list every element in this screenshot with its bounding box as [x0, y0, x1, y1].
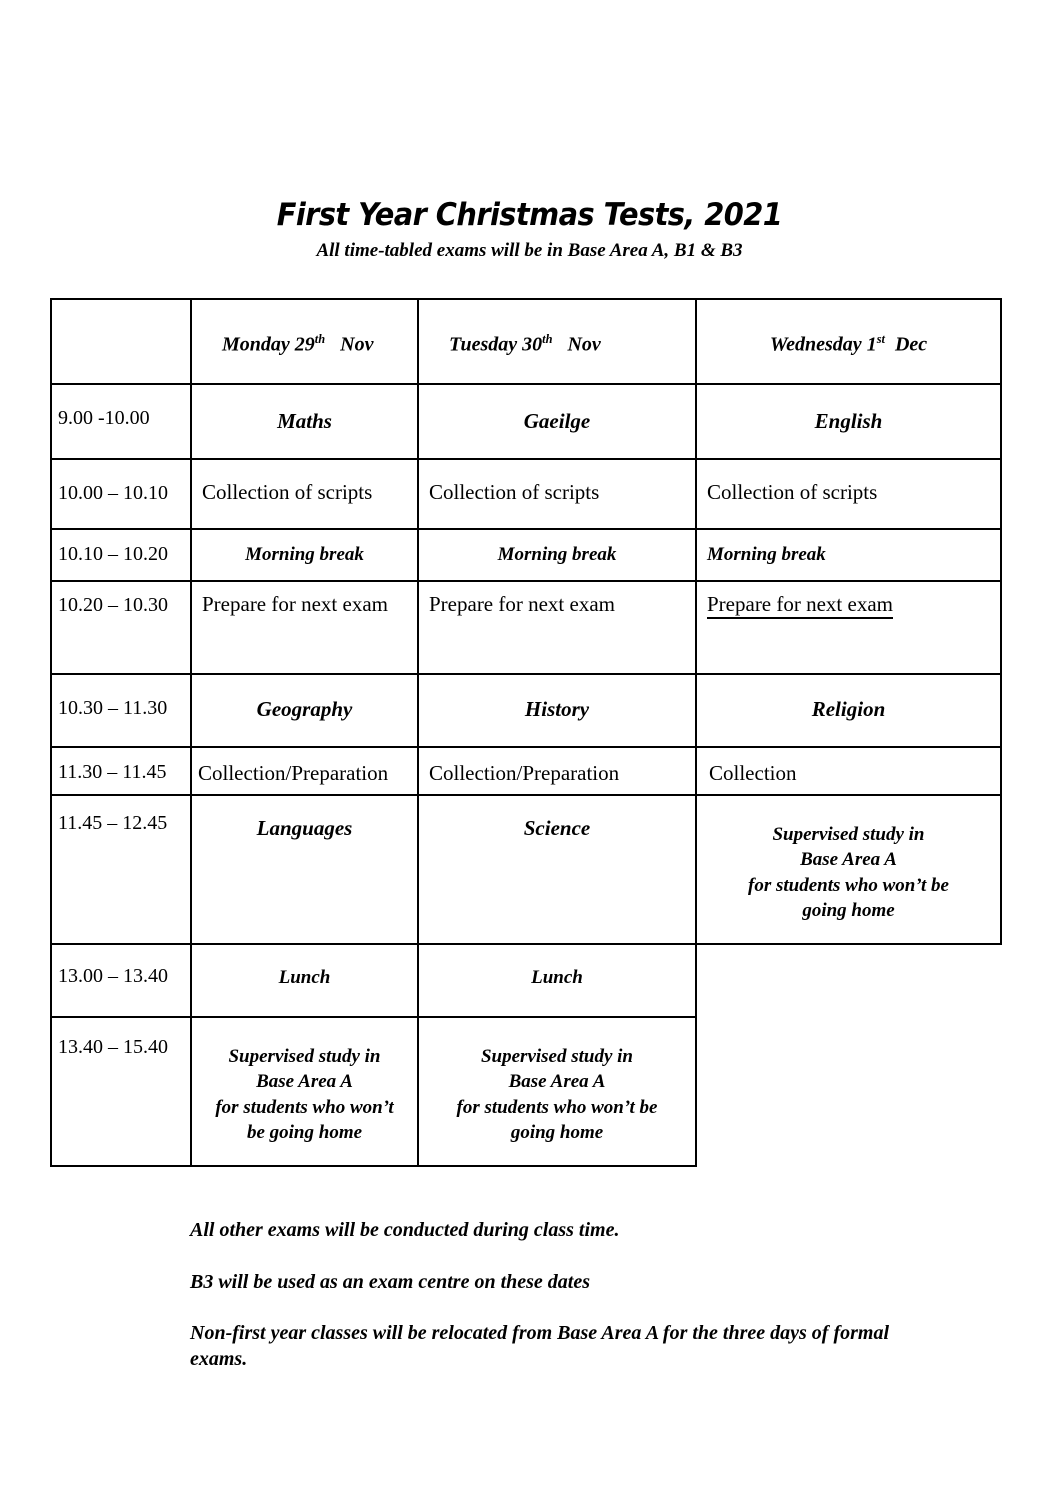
day-number-tuesday: 30 [522, 333, 543, 356]
table-row [51, 674, 1001, 747]
page-subtitle: All time-tabled exams will be in Base Area A, B1 & B3 [316, 240, 743, 262]
slot-text: Collection of scripts [202, 479, 373, 504]
study-line: going home [802, 899, 895, 921]
slot-text: Religion [811, 696, 886, 721]
table-row [51, 384, 1001, 459]
time-cell [51, 747, 191, 795]
slot-text: Morning break [245, 543, 364, 565]
slot-text: Morning break [497, 543, 617, 565]
day-name-monday: Monday [222, 333, 290, 356]
slot-text: Collection [709, 761, 797, 786]
time-label: 13.40 – 15.40 [58, 1036, 168, 1059]
time-cell [51, 795, 191, 944]
study-line: Base Area A [508, 1071, 606, 1093]
slot-text: Collection of scripts [429, 479, 600, 504]
slot-cell-monday [191, 529, 418, 581]
time-label: 10.00 – 10.10 [58, 481, 168, 504]
time-label: 11.45 – 12.45 [58, 812, 168, 835]
table-row [51, 459, 1001, 529]
slot-text: Lunch [278, 967, 331, 989]
day-name-tuesday: Tuesday [449, 333, 518, 356]
slot-cell-wednesday [696, 459, 1001, 529]
day-header-monday [192, 300, 417, 383]
footer-notes [190, 1218, 950, 1372]
slot-text-underlined: Prepare for next exam [707, 591, 893, 616]
slot-cell-tuesday [418, 674, 696, 747]
study-line: Supervised study in [228, 1046, 381, 1068]
slot-text: Collection of scripts [707, 479, 878, 504]
study-line: be going home [246, 1121, 363, 1143]
timetable-table [50, 298, 1002, 1167]
slot-cell-wednesday [696, 529, 1001, 581]
slot-cell-monday [191, 795, 418, 944]
table-row [51, 581, 1001, 674]
slot-text: Science [523, 816, 591, 841]
day-header-tuesday [419, 300, 695, 383]
document-header [0, 198, 1059, 262]
slot-cell-wednesday [696, 581, 1001, 674]
table-header-row [51, 299, 1001, 384]
time-label: 13.00 – 13.40 [58, 965, 168, 988]
slot-cell-monday [191, 674, 418, 747]
header-cell-wednesday [696, 299, 1001, 384]
slot-text: Collection/Preparation [429, 761, 620, 786]
time-cell [51, 1017, 191, 1166]
page-title: First Year Christmas Tests, 2021 [276, 197, 783, 233]
slot-cell-wednesday [696, 795, 1001, 944]
slot-text: Geography [256, 696, 353, 721]
day-month-wednesday: Dec [894, 333, 928, 356]
time-cell [51, 529, 191, 581]
slot-cell-tuesday [418, 1017, 696, 1166]
day-number-wednesday: 1 [866, 333, 877, 356]
corner-label [52, 300, 190, 358]
study-line: Base Area A [256, 1071, 353, 1093]
time-cell [51, 384, 191, 459]
table-row [51, 747, 1001, 795]
day-ordinal-wednesday: st [876, 332, 885, 346]
day-ordinal-tuesday: th [542, 332, 553, 346]
slot-cell-tuesday [418, 384, 696, 459]
slot-text: Gaeilge [523, 408, 591, 433]
time-label: 11.30 – 11.45 [58, 761, 167, 784]
table-row [51, 529, 1001, 581]
time-cell [51, 944, 191, 1017]
time-label: 10.20 – 10.30 [58, 593, 168, 616]
time-label: 10.10 – 10.20 [58, 542, 168, 565]
slot-cell-monday [191, 384, 418, 459]
table-row [51, 795, 1001, 944]
header-corner-cell [51, 299, 191, 384]
slot-text: Prepare for next exam [202, 591, 388, 616]
time-label: 9.00 -10.00 [58, 406, 150, 429]
slot-cell-tuesday [418, 795, 696, 944]
slot-text: Collection/Preparation [198, 761, 389, 786]
slot-cell-wednesday [696, 384, 1001, 459]
slot-cell-monday [191, 944, 418, 1017]
day-number-monday: 29 [294, 333, 315, 356]
header-cell-tuesday [418, 299, 696, 384]
slot-cell-wednesday [696, 674, 1001, 747]
slot-text: Maths [277, 408, 332, 433]
exam-timetable [50, 298, 1000, 1167]
slot-cell-monday [191, 1017, 418, 1166]
supervised-study-note [419, 1018, 695, 1165]
slot-cell-monday [191, 747, 418, 795]
time-label: 10.30 – 11.30 [58, 696, 168, 719]
study-line: Supervised study in [480, 1046, 634, 1068]
note-line: B3 will be used as an exam centre on these dates [190, 1270, 590, 1293]
day-month-tuesday: Nov [567, 333, 601, 356]
slot-cell-tuesday [418, 459, 696, 529]
slot-text: Morning break [707, 543, 826, 565]
time-cell [51, 581, 191, 674]
day-month-monday: Nov [340, 333, 374, 356]
supervised-study-note [192, 1018, 417, 1165]
slot-cell-tuesday [418, 529, 696, 581]
supervised-study-note [697, 796, 1000, 943]
slot-text: History [524, 696, 590, 721]
slot-text: Lunch [531, 967, 583, 989]
empty-cell-wednesday [696, 1017, 1001, 1166]
day-ordinal-monday: th [314, 332, 326, 346]
slot-text: Languages [256, 816, 353, 841]
note-line: All other exams will be conducted during class time. [190, 1219, 620, 1241]
slot-cell-wednesday [696, 747, 1001, 795]
slot-cell-monday [191, 581, 418, 674]
slot-cell-tuesday [418, 581, 696, 674]
study-line: for students who won’t be [456, 1096, 658, 1118]
table-row [51, 944, 1001, 1017]
table-row [51, 1017, 1001, 1166]
header-cell-monday [191, 299, 418, 384]
slot-cell-tuesday [418, 944, 696, 1017]
empty-cell-wednesday [696, 944, 1001, 1017]
slot-text: English [814, 408, 883, 433]
study-line: Base Area A [800, 849, 897, 871]
study-line: going home [510, 1121, 604, 1143]
study-line: for students who won’t [215, 1096, 394, 1118]
slot-cell-tuesday [418, 747, 696, 795]
slot-text: Prepare for next exam [429, 591, 615, 616]
day-header-wednesday [697, 300, 1000, 383]
slot-cell-monday [191, 459, 418, 529]
time-cell [51, 459, 191, 529]
note-line: Non-first year classes will be relocated from Base Area A for the three days of formal exams. [190, 1322, 890, 1370]
study-line: for students who won’t be [748, 874, 949, 896]
study-line: Supervised study in [772, 824, 925, 846]
time-cell [51, 674, 191, 747]
day-name-wednesday: Wednesday [769, 333, 862, 356]
